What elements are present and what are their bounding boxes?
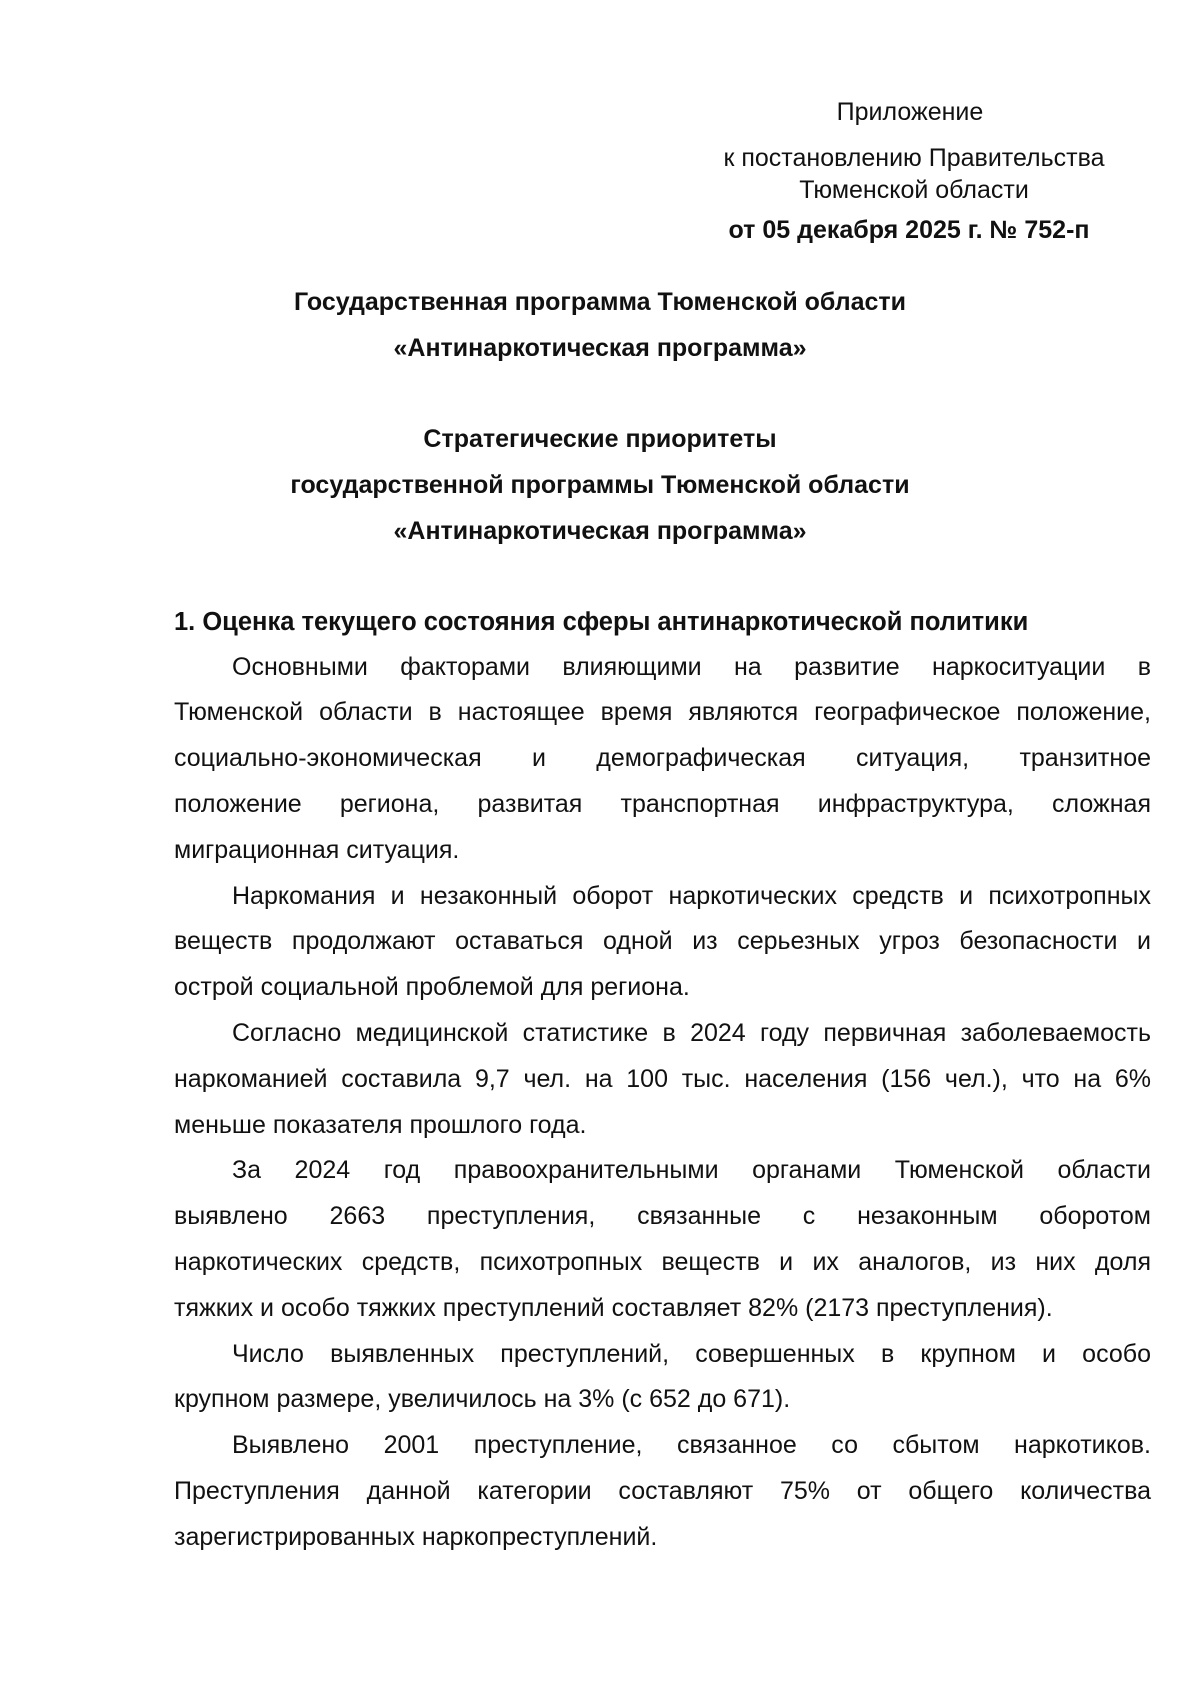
section-heading: 1. Оценка текущего состояния сферы антинаркотической политики: [174, 608, 1029, 636]
paragraph-line: Согласно медицинской статистике в 2024 году первичная заболеваемость: [232, 1019, 1151, 1047]
paragraph-line: миграционная ситуация.: [174, 836, 460, 864]
paragraph-line: социально-экономическая и демографическая ситуация, транзитное: [174, 744, 1151, 772]
decree-date-number: от 05 декабря 2025 г. № 752-п: [728, 216, 1090, 244]
paragraph-line: Основными факторами влияющими на развитие наркоситуации в: [232, 653, 1151, 681]
program-title-line-1: Государственная программа Тюменской области: [293, 288, 907, 316]
paragraph-line: меньше показателя прошлого года.: [174, 1111, 587, 1139]
paragraph-line: Выявлено 2001 преступление, связанное со сбытом наркотиков.: [232, 1431, 1151, 1459]
priorities-title-line-1: Стратегические приоритеты: [423, 425, 777, 453]
decree-line-1: к постановлению Правительства: [723, 144, 1105, 172]
paragraph-line: тяжких и особо тяжких преступлений составляет 82% (2173 преступления).: [174, 1294, 1053, 1322]
paragraph-line: зарегистрированных наркопреступлений.: [174, 1523, 658, 1551]
paragraph-line: крупном размере, увеличилось на 3% (с 652 до 671).: [174, 1385, 791, 1413]
paragraph-line: Тюменской области в настоящее время являются географическое положение,: [174, 698, 1151, 726]
paragraph-line: За 2024 год правоохранительными органами Тюменской области: [232, 1156, 1151, 1184]
paragraph-line: Число выявленных преступлений, совершенных в крупном и особо: [232, 1340, 1151, 1368]
paragraph-line: выявлено 2663 преступления, связанные с незаконным оборотом: [174, 1202, 1151, 1230]
paragraph-line: наркоманией составила 9,7 чел. на 100 тыс. населения (156 чел.), что на 6%: [174, 1065, 1151, 1093]
priorities-title-line-3: «Антинаркотическая программа»: [393, 517, 807, 545]
paragraph-line: Преступления данной категории составляют 75% от общего количества: [174, 1477, 1151, 1505]
paragraph-line: положение региона, развитая транспортная инфраструктура, сложная: [174, 790, 1151, 818]
paragraph-line: острой социальной проблемой для региона.: [174, 973, 690, 1001]
paragraph-line: веществ продолжают оставаться одной из серьезных угроз безопасности и: [174, 927, 1151, 955]
paragraph-line: наркотических средств, психотропных веществ и их аналогов, из них доля: [174, 1248, 1151, 1276]
paragraph-line: Наркомания и незаконный оборот наркотических средств и психотропных: [232, 882, 1151, 910]
appendix-title: Приложение: [836, 98, 984, 126]
program-title-line-2: «Антинаркотическая программа»: [393, 334, 807, 362]
priorities-title-line-2: государственной программы Тюменской области: [290, 471, 910, 499]
decree-line-2: Тюменской области: [799, 176, 1029, 204]
